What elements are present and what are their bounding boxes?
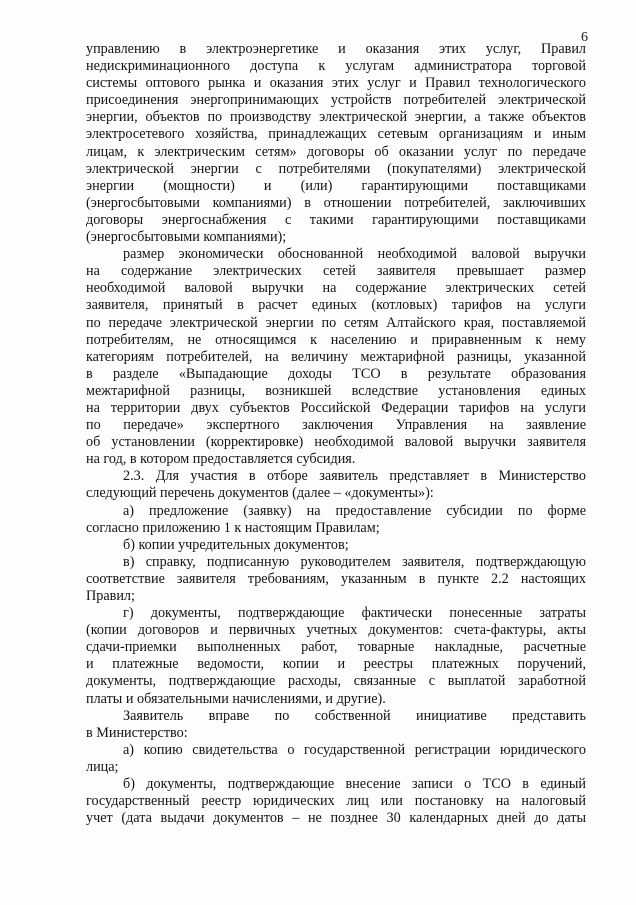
text-line: лица; [86, 758, 119, 775]
text-line: а) копию свидетельства о государственной регистрации юридического [123, 741, 586, 758]
text-line: б) документы, подтверждающие внесение записи о ТСО в единый [123, 776, 586, 793]
text-line: а) предложение (заявку) на предоставление субсидии по форме [123, 502, 586, 519]
text-line: в разделе «Выпадающие доходы ТСО в результате образования [86, 365, 586, 382]
text-line: энергии (мощности) и (или) гарантирующими поставщиками [86, 177, 586, 194]
text-line: договоры энергоснабжения с такими гарантирующими поставщиками [86, 211, 586, 228]
text-line: г) документы, подтверждающие фактически понесенные затраты [123, 605, 586, 622]
text-line: государственный реестр юридических лиц или постановку на налоговый [86, 793, 586, 810]
text-line: и платежные ведомости, копии и реестры платежных поручений, [86, 656, 586, 673]
text-line: платы и обязательными начислениями, и другие). [86, 690, 386, 707]
text-line: по передаче» экспертного заключения Управления на заявление [86, 417, 586, 434]
text-line: (энергосбытовыми компаниями) в отношении потребителей, заключивших [86, 194, 586, 211]
text-line: электрической энергии с потребителями (покупателями) электрической [86, 160, 586, 177]
text-line: соответствие заявителя требованиям, указанным в пункте 2.2 настоящих [86, 570, 586, 587]
text-line: согласно приложению 1 к настоящим Правилам; [86, 519, 380, 536]
text-line: следующий перечень документов (далее – «документы»): [86, 485, 434, 502]
text-line: системы оптового рынка и оказания этих услуг и Правил технологического [86, 75, 586, 92]
text-line: категориям потребителей, на величину межтарифной разницы, указанной [86, 348, 586, 365]
text-line: лицам, к электрическим сетям» договоры об оказании услуг по передаче [86, 143, 586, 160]
text-line: размер экономически обоснованной необходимой валовой выручки [123, 246, 586, 263]
text-line: (энергосбытовыми компаниями); [86, 229, 287, 246]
text-line: электросетевого хозяйства, принадлежащих сетевым организациям и иным [86, 126, 586, 143]
text-line: сдачи-приемки выполненных работ, товарные накладные, расчетные [86, 639, 586, 656]
text-line: в Министерство: [86, 724, 188, 741]
text-line: недискриминационного доступа к услугам администратора торговой [86, 58, 586, 75]
text-line: на год, в котором предоставляется субсидия. [86, 451, 356, 468]
text-line: Заявитель вправе по собственной инициативе представить [123, 707, 586, 724]
text-line: заявителя, принятый в расчет единых (котловых) тарифов на услуги [86, 297, 586, 314]
text-line: документы, подтверждающие расходы, связанные с выплатой заработной [86, 673, 586, 690]
text-line: управлению в электроэнергетике и оказания этих услуг, Правил [86, 41, 586, 57]
text-line: по передаче электрической энергии по сетям Алтайского края, поставляемой [86, 314, 586, 331]
text-line: межтарифной разницы, возникшей вследствие установления единых [86, 382, 586, 399]
document-body [86, 41, 586, 827]
text-line: 2.3. Для участия в отборе заявитель представляет в Министерство [123, 468, 586, 485]
text-line: б) копии учредительных документов; [123, 536, 349, 553]
text-line: об установлении (корректировке) необходимой валовой выручки заявителя [86, 434, 586, 451]
text-line: присоединения энергопринимающих устройств потребителей электрической [86, 92, 586, 109]
page-number: 6 [581, 30, 588, 45]
text-line: в) справку, подписанную руководителем заявителя, подтверждающую [123, 553, 586, 570]
text-line: потребителям, не относящимся к населению и приравненным к нему [86, 331, 586, 348]
text-line: необходимой валовой выручки на содержание электрических сетей [86, 280, 586, 297]
text-line: (копии договоров и первичных учетных документов: счета-фактуры, акты [86, 622, 586, 639]
text-line: Правил; [86, 588, 135, 604]
text-line: учет (дата выдачи документов – не позднее 30 календарных дней до даты [86, 810, 586, 827]
text-line: на территории двух субъектов Российской Федерации тарифов на услуги [86, 399, 586, 416]
text-line: на содержание электрических сетей заявителя превышает размер [86, 263, 586, 280]
text-line: энергии, объектов по производству электрической энергии, а также объектов [86, 109, 586, 126]
